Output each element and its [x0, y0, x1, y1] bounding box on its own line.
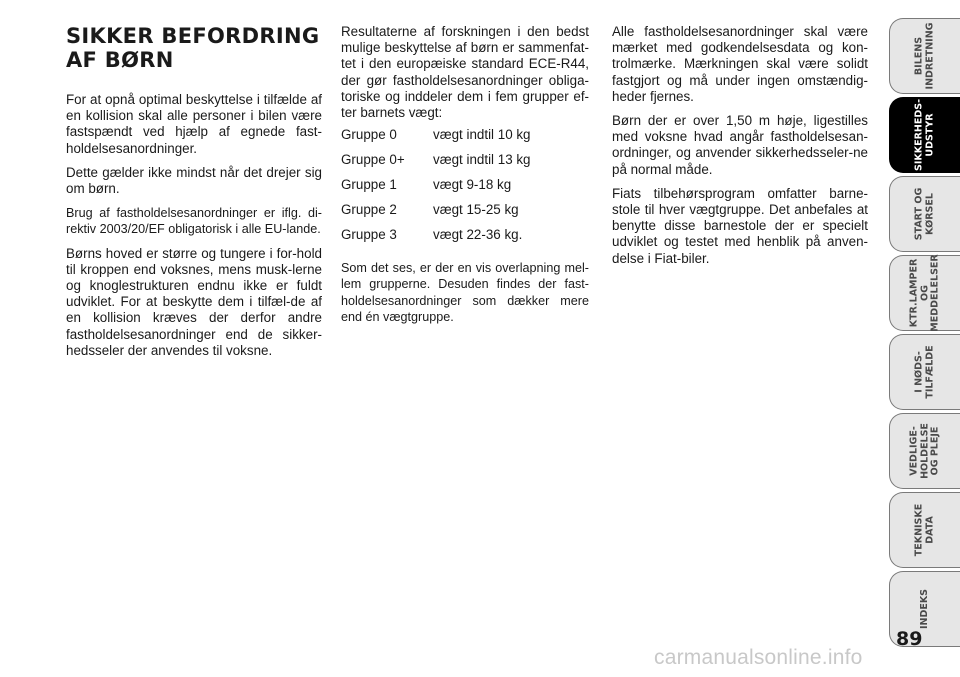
- tab-label: VEDLIGE- HOLDELSE OG PLEJE: [908, 423, 941, 479]
- group-name: Gruppe 1: [341, 177, 397, 193]
- column-left: [66, 92, 322, 367]
- paragraph: Dette gælder ikke mindst når det drejer sig om børn.: [66, 164, 322, 197]
- paragraph: Resultaterne af forskningen i den bedst mulige beskyttelse af børn er sammenfat-tet i den europæiske standard ECE-R44, der gør fastholdelsesanordninger obliga-toriske og inddeler dem i fem grupper ef-ter barnets vægt:: [341, 24, 589, 121]
- tab-label: BILENS INDRETNING: [913, 22, 935, 90]
- group-weight: vægt indtil 10 kg: [433, 127, 531, 143]
- page-title-line2: AF BØRN: [66, 48, 174, 72]
- table-row: [341, 227, 589, 252]
- group-name: Gruppe 0: [341, 127, 397, 143]
- tab-label: I NØDS- TILFÆLDE: [913, 345, 935, 399]
- tab-start-og-korsel[interactable]: [889, 176, 960, 252]
- tab-label: START OG KØRSEL: [913, 187, 935, 241]
- paragraph: For at opnå optimal beskyttelse i tilfælde af en kollision skal alle personer i bilen være fastspændt ved hjælp af egnede fast-holdelsesanordninger.: [66, 92, 322, 156]
- tab-bilens-indretning[interactable]: [889, 18, 960, 94]
- group-name: Gruppe 0+: [341, 152, 405, 168]
- tab-label: TEKNISKE DATA: [913, 503, 935, 557]
- tab-i-nodstilfaelde[interactable]: [889, 334, 960, 410]
- paragraph: Alle fastholdelsesanordninger skal være mærket med godkendelsesdata og kon-trolmærke. Mærkningen skal være solidt fastgjort og må under ingen omstændig-heder fjernes.: [612, 24, 868, 104]
- paragraph: Fiats tilbehørsprogram omfatter barne-stole til hver vægtgruppe. Det anbefales at benytte disse barnestole der er specielt udviklet og testet med henblik på anven-delse i Fiat-biler.: [612, 185, 868, 266]
- tab-label: INDEKS: [918, 588, 930, 630]
- column-middle: [341, 24, 589, 333]
- tab-tekniske-data[interactable]: [889, 492, 960, 568]
- group-weight: vægt 9-18 kg: [433, 177, 512, 193]
- paragraph: Børns hoved er større og tungere i for-hold til kroppen end voksnes, mens musk-lerne og knoglestrukturen endnu ikke er fuldt udviklet. For at beskytte dem i tilfæl-de af en kollision kræves der derfor andre fastholdelsesanordninger end de sikker-hedsseler der anvendes til voksne.: [66, 245, 322, 358]
- group-name: Gruppe 2: [341, 202, 397, 218]
- paragraph: Børn der er over 1,50 m høje, ligestilles med voksne hvad angår fastholdelsesan-ordninger, og anvender sikkerhedsseler-ne på normal måde.: [612, 113, 868, 177]
- watermark: carmanualsonline.info: [654, 646, 863, 669]
- tab-sikkerhedsudstyr[interactable]: [889, 97, 960, 173]
- paragraph: Brug af fastholdelsesanordninger er iflg. di-rektiv 2003/20/EF obligatorisk i alle EU-lande.: [66, 206, 322, 237]
- group-name: Gruppe 3: [341, 227, 397, 243]
- tab-ktr-lamper[interactable]: [889, 255, 960, 331]
- tab-label: KTR.LAMPER OG MEDDELELSER: [908, 254, 941, 332]
- tab-label: SIKKERHEDS- UDSTYR: [913, 98, 935, 172]
- column-right: [612, 24, 868, 275]
- page-title: [66, 24, 319, 72]
- group-weight: vægt indtil 13 kg: [433, 152, 531, 168]
- table-row: [341, 202, 589, 227]
- table-row: [341, 152, 589, 177]
- weight-group-table: [341, 127, 589, 252]
- page-number: 89: [896, 628, 923, 650]
- paragraph: Som det ses, er der en vis overlapning mel-lem grupperne. Desuden findes der fast-holdelsesanordninger som dækker mere end én vægtgruppe.: [341, 261, 589, 324]
- group-weight: vægt 22-36 kg.: [433, 227, 523, 243]
- tab-vedligeholdelse[interactable]: [889, 413, 960, 489]
- table-row: [341, 127, 589, 152]
- page-title-line1: SIKKER BEFORDRING: [66, 24, 320, 48]
- group-weight: vægt 15-25 kg: [433, 202, 519, 218]
- table-row: [341, 177, 589, 202]
